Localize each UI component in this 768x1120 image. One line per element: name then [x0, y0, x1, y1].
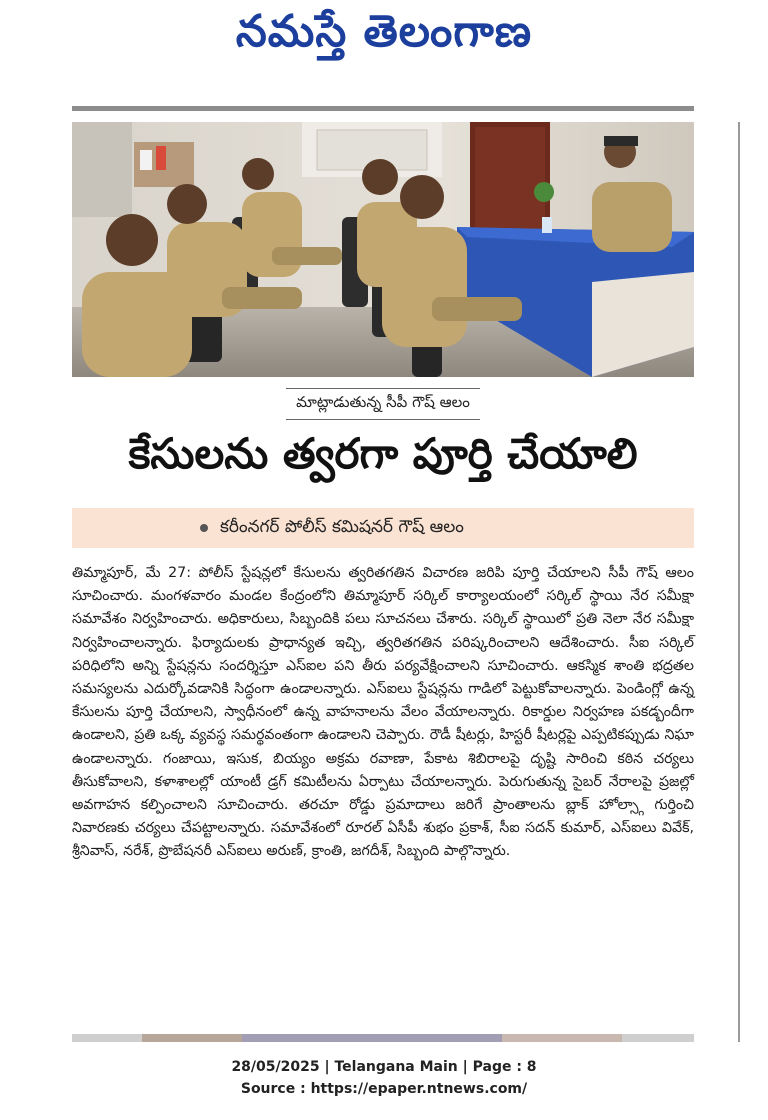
newspaper-logo: నమస్తే తెలంగాణ	[235, 6, 533, 57]
article-subhead	[72, 508, 694, 548]
footer-date-page: 28/05/2025 | Telangana Main | Page : 8	[231, 1059, 537, 1075]
article-body: తిమ్మాపూర్, మే 27: పోలీస్ స్టేషన్లలో కేసులను త్వరితగతిన విచారణ జరిపి పూర్తి చేయాలని సీపీ గౌష్ ఆలం సూచించారు. మంగళవారం మండల కేంద్రంలోని తిమ్మాపూర్ సర్కిల్ కార్యాలయంలో సర్కిల్ స్థాయి నేర సమీక్షా సమావేశం నిర్వహించారు. అధికారులు, సిబ్బందికి పలు సూచనలు చేశారు. సర్కిల్ స్థాయిలో ప్రతి నెలా నేర సమీక్షా నిర్వహించాలన్నారు. ఫిర్యాదులకు ప్రాధాన్యత ఇచ్చి, త్వరితగతిన పరిష్కరించాలని ఆదేశించారు. సీఐ సర్కిల్ పరిధిలోని అన్ని స్టేషన్లను సందర్శిస్తూ ఎస్ఐల పని తీరు పర్యవేక్షించాలని సూచించారు. ఆకస్మిక శాంతి భద్రతల సమస్యలను ఎదుర్కోవడానికి సిద్ధంగా ఉండాలన్నారు. ఎస్ఐలు స్టేషన్లను గాడిలో పెట్టుకోవాలన్నారు. పెండింగ్లో ఉన్న కేసులను పూర్తి చేయాలని, స్వాధీనంలో ఉన్న వాహనాలను వేలం వేయాలన్నారు. రికార్డుల నిర్వహణ పకడ్బందీగా ఉండాలని, ప్రతి ఒక్క వ్యవస్థ సమర్థవంతంగా ఉండాలని చెప్పారు. రౌడీ షీటర్లు, హిస్టరీ షీటర్లపై ఎప్పటికప్పుడు నిఘా ఉండాలన్నారు. గంజాయి, ఇసుక, బియ్యం అక్రమ రవాణా, పేకాట శిబిరాలపై దృష్టి సారించి కఠిన చర్యలు తీసుకోవాలని, కళాశాలల్లో యాంటీ డ్రగ్ కమిటీలను ఏర్పాటు చేయాలన్నారు. పెరుగుతున్న సైబర్ నేరాలపై ప్రజల్లో అవగాహన కల్పించాలని సూచించారు. తరచూ రోడ్డు ప్రమాదాలు జరిగే ప్రాంతాలను బ్లాక్ హోల్స్గా గుర్తించి నివారణకు చర్యలు చేపట్టాలన్నారు. సమావేశంలో రూరల్ ఏసీపీ శుభం ప్రకాశ్, సీఐ సదన్ కుమార్, ఎస్ఐలు వివేక్, శ్రీనివాస్, నరేశ్, ప్రొబేషనరీ ఎస్ఐలు అరుణ్, క్రాంతి, జగదీశ్, సిబ్బంది పాల్గొన్నారు.	[72, 565, 694, 860]
meeting-photo-illustration	[72, 122, 694, 377]
column-divider	[738, 122, 740, 1042]
footer-source: Source : https://epaper.ntnews.com/	[240, 1081, 528, 1097]
masthead-rule	[72, 106, 694, 111]
photo-caption	[72, 388, 694, 420]
article-photo	[72, 122, 694, 377]
photo-caption-text: మాట్లాడుతున్న సీపీ గౌష్ ఆలం	[286, 388, 480, 420]
masthead	[0, 0, 768, 96]
subhead-text: కరీంనగర్ పోలీస్ కమిషనర్ గౌష్ ఆలం	[220, 517, 464, 537]
bullet-icon	[200, 524, 208, 532]
next-article-edge	[72, 1034, 694, 1042]
article-headline: కేసులను త్వరగా పూర్తి చేయాలి	[128, 429, 638, 478]
